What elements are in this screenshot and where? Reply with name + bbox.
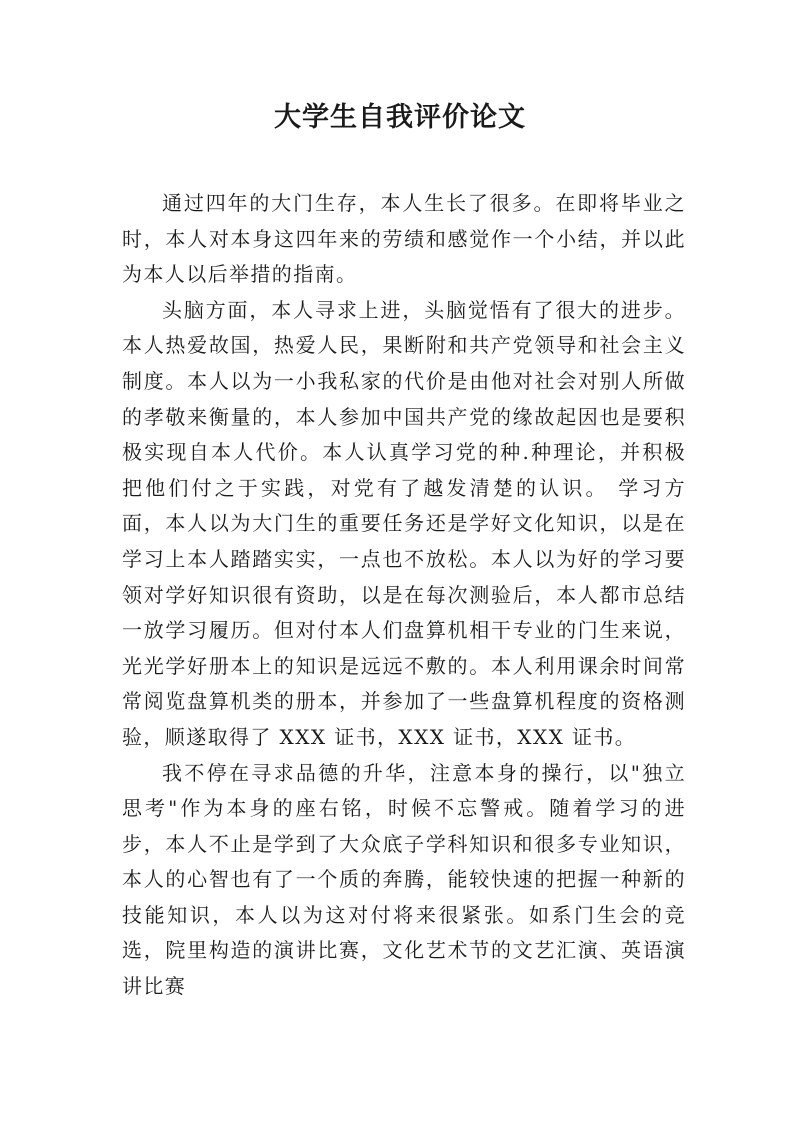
document-body (122, 186, 686, 1005)
paragraph-thought-and-study: 头脑方面，本人寻求上进，头脑觉悟有了很大的进步。本人热爱故国，热爱人民，果断附和共产党领导和社会主义制度。本人以为一小我私家的代价是由他对社会对别人所做的孝敬来衡量的，本人参加中国共产党的缘故起因也是要积极实现自本人代价。本人认真学习党的种.种理论，并积极把他们付之于实践，对党有了越发清楚的认识。 学习方面，本人以为大门生的重要任务还是学好文化知识，以是在学习上本人踏踏实实，一点也不放松。本人以为好的学习要领对学好知识很有资助，以是在每次测验后，本人都市总结一放学习履历。但对付本人们盘算机相干专业的门生来说，光光学好册本上的知识是远远不敷的。本人利用课余时间常常阅览盘算机类的册本，并参加了一些盘算机程度的资格测验，顺遂取得了 XXX 证书，XXX 证书，XXX 证书。 (122, 297, 686, 749)
paragraph-character: 我不停在寻求品德的升华，注意本身的操行，以"独立思考"作为本身的座右铭，时候不忘警戒。随着学习的进步，本人不止是学到了大众底子学科知识和很多专业知识，本人的心智也有了一个质的奔腾，能较快速的把握一种新的技能知识，本人以为这对付将来很紧张。如系门生会的竞选，院里构造的演讲比赛，文化艺术节的文艺汇演、英语演讲比赛 (122, 760, 686, 999)
document-title: 大学生自我评价论文 (274, 102, 526, 133)
paragraph-intro: 通过四年的大门生存，本人生长了很多。在即将毕业之时，本人对本身这四年来的劳绩和感觉作一个小结，并以此为本人以后举措的指南。 (122, 191, 686, 287)
